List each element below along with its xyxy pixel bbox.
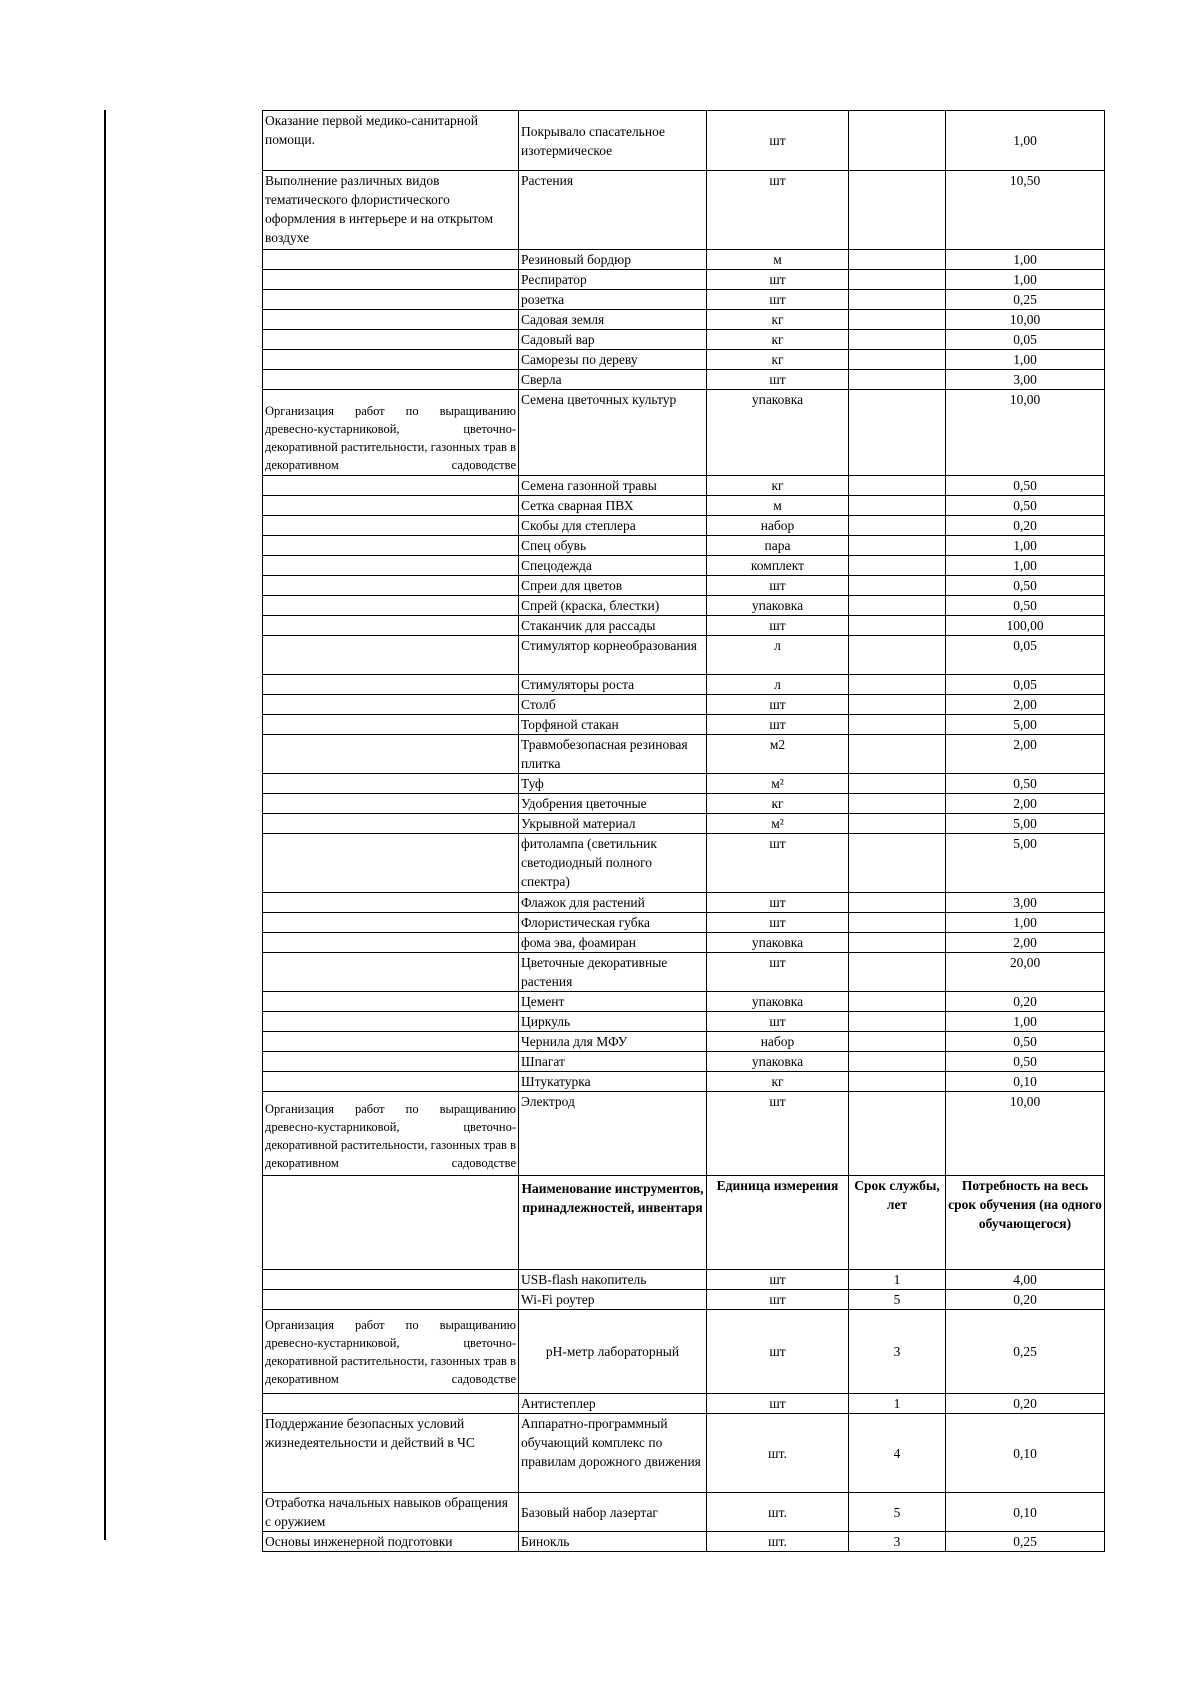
item-name-cell: Садовая земля: [519, 310, 707, 330]
activity-cell: Организация работ по выращиванию древесно-кустарниковой, цветочно-декоративной растительности, газонных трав в декоративном садоводстве: [263, 1310, 519, 1394]
need-cell: 1,00: [946, 111, 1105, 171]
service-life-cell: [849, 893, 946, 913]
activity-cell: [263, 370, 519, 390]
table-row: [263, 370, 1105, 390]
unit-cell: шт: [707, 111, 849, 171]
service-life-cell: [849, 774, 946, 794]
need-cell: 0,10: [946, 1072, 1105, 1092]
table-row: [263, 794, 1105, 814]
item-name-cell: Wi-Fi роутер: [519, 1290, 707, 1310]
activity-cell: [263, 556, 519, 576]
service-life-cell: [849, 1052, 946, 1072]
service-life-cell: [849, 675, 946, 695]
tools-header-row: [263, 1176, 1105, 1270]
service-life-cell: [849, 933, 946, 953]
activity-cell: Организация работ по выращиванию древесно-кустарниковой, цветочно-декоративной растительности, газонных трав в декоративном садоводстве: [263, 1092, 519, 1176]
unit-cell: упаковка: [707, 390, 849, 476]
unit-cell: набор: [707, 1032, 849, 1052]
activity-cell: [263, 715, 519, 735]
unit-cell: шт: [707, 616, 849, 636]
unit-cell: м: [707, 250, 849, 270]
activity-cell: [263, 992, 519, 1012]
unit-cell: шт.: [707, 1414, 849, 1493]
item-name-cell: фитолампа (светильник светодиодный полного спектра): [519, 834, 707, 893]
item-name-cell: Торфяной стакан: [519, 715, 707, 735]
service-life-cell: [849, 1012, 946, 1032]
item-name-cell: Циркуль: [519, 1012, 707, 1032]
unit-cell: кг: [707, 310, 849, 330]
item-name-cell: Скобы для степлера: [519, 516, 707, 536]
unit-cell: шт: [707, 913, 849, 933]
need-cell: 0,25: [946, 1310, 1105, 1394]
item-name-cell: Бинокль: [519, 1532, 707, 1552]
service-life-cell: [849, 636, 946, 675]
item-name-cell: Антистеплер: [519, 1394, 707, 1414]
need-cell: 10,50: [946, 171, 1105, 250]
need-cell: 0,10: [946, 1414, 1105, 1493]
service-life-cell: [849, 913, 946, 933]
activity-cell: Выполнение различных видов тематического флористического оформления в интерьере и на открытом воздухе: [263, 171, 519, 250]
service-life-cell: [849, 794, 946, 814]
need-cell: 0,25: [946, 290, 1105, 310]
service-life-cell: [849, 390, 946, 476]
table-row: [263, 1092, 1105, 1176]
service-life-cell: [849, 250, 946, 270]
need-cell: 4,00: [946, 1270, 1105, 1290]
activity-cell: [263, 290, 519, 310]
activity-cell: [263, 596, 519, 616]
table-row: [263, 476, 1105, 496]
need-cell: 10,00: [946, 390, 1105, 476]
item-name-cell: pH-метр лабораторный: [519, 1310, 707, 1394]
table-row: [263, 330, 1105, 350]
item-name-cell: Аппаратно-программный обучающий комплекс по правилам дорожного движения: [519, 1414, 707, 1493]
activity-cell: [263, 913, 519, 933]
requirements-table-wrapper: [262, 110, 1102, 1552]
service-life-cell: [849, 171, 946, 250]
activity-cell: [263, 476, 519, 496]
unit-cell: л: [707, 675, 849, 695]
unit-cell: м²: [707, 774, 849, 794]
item-name-cell: Спреи для цветов: [519, 576, 707, 596]
left-margin-line: [104, 110, 106, 1540]
unit-cell: набор: [707, 516, 849, 536]
unit-cell: кг: [707, 1072, 849, 1092]
unit-cell: кг: [707, 350, 849, 370]
unit-cell: шт: [707, 370, 849, 390]
need-cell: 10,00: [946, 310, 1105, 330]
service-life-cell: [849, 953, 946, 992]
item-name-cell: USB-flash накопитель: [519, 1270, 707, 1290]
need-cell: 5,00: [946, 814, 1105, 834]
service-life-cell: [849, 111, 946, 171]
need-cell: 2,00: [946, 735, 1105, 774]
unit-cell: шт: [707, 893, 849, 913]
table-row: [263, 834, 1105, 893]
activity-cell: Поддержание безопасных условий жизнедеятельности и действий в ЧС: [263, 1414, 519, 1493]
need-cell: 0,05: [946, 636, 1105, 675]
need-cell: 5,00: [946, 715, 1105, 735]
service-life-cell: [849, 476, 946, 496]
item-name-cell: Штукатурка: [519, 1072, 707, 1092]
service-life-cell: [849, 814, 946, 834]
activity-cell: [263, 695, 519, 715]
need-cell: 0,50: [946, 596, 1105, 616]
need-cell: 3,00: [946, 893, 1105, 913]
table-row: [263, 1052, 1105, 1072]
item-name-cell: Травмобезопасная резиновая плитка: [519, 735, 707, 774]
item-name-cell: розетка: [519, 290, 707, 310]
item-name-cell: Сверла: [519, 370, 707, 390]
activity-cell: [263, 1270, 519, 1290]
unit-cell: л: [707, 636, 849, 675]
item-name-cell: Спрей (краска, блестки): [519, 596, 707, 616]
activity-cell: [263, 536, 519, 556]
table-row: [263, 111, 1105, 171]
table-row: [263, 933, 1105, 953]
need-cell: 1,00: [946, 556, 1105, 576]
unit-cell: пара: [707, 536, 849, 556]
service-life-cell: [849, 576, 946, 596]
service-life-cell: [849, 992, 946, 1012]
table-row: [263, 893, 1105, 913]
activity-cell: [263, 735, 519, 774]
table-row: [263, 310, 1105, 330]
service-life-cell: 5: [849, 1290, 946, 1310]
activity-cell: Основы инженерной подготовки: [263, 1532, 519, 1552]
table-row: [263, 1532, 1105, 1552]
service-life-cell: [849, 1092, 946, 1176]
activity-cell: [263, 310, 519, 330]
service-life-cell: [849, 516, 946, 536]
service-life-cell: [849, 834, 946, 893]
unit-cell: шт.: [707, 1493, 849, 1532]
need-cell: 1,00: [946, 250, 1105, 270]
unit-cell: шт: [707, 1290, 849, 1310]
activity-cell: [263, 1012, 519, 1032]
unit-cell: упаковка: [707, 1052, 849, 1072]
service-life-cell: 1: [849, 1270, 946, 1290]
header-unit-cell: Единица измерения: [707, 1176, 849, 1270]
item-name-cell: Флажок для растений: [519, 893, 707, 913]
table-row: [263, 1072, 1105, 1092]
service-life-cell: [849, 290, 946, 310]
table-row: [263, 715, 1105, 735]
unit-cell: упаковка: [707, 992, 849, 1012]
need-cell: 0,20: [946, 1394, 1105, 1414]
unit-cell: шт: [707, 834, 849, 893]
need-cell: 20,00: [946, 953, 1105, 992]
table-row: [263, 913, 1105, 933]
need-cell: 0,20: [946, 1290, 1105, 1310]
item-name-cell: Спецодежда: [519, 556, 707, 576]
requirements-table: [262, 110, 1105, 1552]
activity-cell: [263, 774, 519, 794]
unit-cell: шт.: [707, 1532, 849, 1552]
unit-cell: шт: [707, 270, 849, 290]
unit-cell: м2: [707, 735, 849, 774]
table-row: [263, 636, 1105, 675]
service-life-cell: 3: [849, 1532, 946, 1552]
header-name-cell: Наименование инструментов, принадлежностей, инвентаря: [519, 1176, 707, 1270]
activity-cell: [263, 496, 519, 516]
unit-cell: кг: [707, 794, 849, 814]
service-life-cell: [849, 330, 946, 350]
item-name-cell: Чернила для МФУ: [519, 1032, 707, 1052]
unit-cell: м²: [707, 814, 849, 834]
activity-cell: [263, 516, 519, 536]
activity-cell: [263, 794, 519, 814]
item-name-cell: Спец обувь: [519, 536, 707, 556]
activity-cell: Организация работ по выращиванию древесно-кустарниковой, цветочно-декоративной растительности, газонных трав в декоративном садоводстве: [263, 390, 519, 476]
item-name-cell: Цемент: [519, 992, 707, 1012]
need-cell: 10,00: [946, 1092, 1105, 1176]
table-row: [263, 1270, 1105, 1290]
service-life-cell: [849, 735, 946, 774]
item-name-cell: Стимуляторы роста: [519, 675, 707, 695]
table-row: [263, 1032, 1105, 1052]
table-row: [263, 953, 1105, 992]
service-life-cell: 3: [849, 1310, 946, 1394]
need-cell: 2,00: [946, 794, 1105, 814]
need-cell: 0,05: [946, 330, 1105, 350]
service-life-cell: [849, 1032, 946, 1052]
activity-cell: [263, 250, 519, 270]
need-cell: 0,25: [946, 1532, 1105, 1552]
service-life-cell: [849, 715, 946, 735]
item-name-cell: Укрывной материал: [519, 814, 707, 834]
activity-cell: [263, 953, 519, 992]
unit-cell: шт: [707, 1310, 849, 1394]
item-name-cell: Семена цветочных культур: [519, 390, 707, 476]
activity-cell: [263, 616, 519, 636]
item-name-cell: Столб: [519, 695, 707, 715]
table-row: [263, 1310, 1105, 1394]
need-cell: 0,50: [946, 1032, 1105, 1052]
unit-cell: шт: [707, 953, 849, 992]
header-need-cell: Потребность на весь срок обучения (на одного обучающегося): [946, 1176, 1105, 1270]
activity-cell: [263, 933, 519, 953]
need-cell: 1,00: [946, 270, 1105, 290]
need-cell: 0,50: [946, 476, 1105, 496]
activity-cell: [263, 350, 519, 370]
unit-cell: шт: [707, 290, 849, 310]
table-row: [263, 536, 1105, 556]
table-row: [263, 516, 1105, 536]
service-life-cell: [849, 350, 946, 370]
unit-cell: шт: [707, 695, 849, 715]
table-row: [263, 675, 1105, 695]
unit-cell: шт: [707, 1092, 849, 1176]
item-name-cell: Электрод: [519, 1092, 707, 1176]
item-name-cell: Шпагат: [519, 1052, 707, 1072]
activity-cell: Отработка начальных навыков обращения с оружием: [263, 1493, 519, 1532]
table-row: [263, 1493, 1105, 1532]
service-life-cell: 5: [849, 1493, 946, 1532]
need-cell: 0,50: [946, 1052, 1105, 1072]
table-row: [263, 1414, 1105, 1493]
need-cell: 0,20: [946, 992, 1105, 1012]
service-life-cell: [849, 536, 946, 556]
table-row: [263, 735, 1105, 774]
need-cell: 1,00: [946, 1012, 1105, 1032]
item-name-cell: Туф: [519, 774, 707, 794]
table-row: [263, 1394, 1105, 1414]
item-name-cell: Цветочные декоративные растения: [519, 953, 707, 992]
need-cell: 0,50: [946, 576, 1105, 596]
table-row: [263, 1290, 1105, 1310]
item-name-cell: фома эва, фоамиран: [519, 933, 707, 953]
service-life-cell: [849, 310, 946, 330]
need-cell: 0,20: [946, 516, 1105, 536]
activity-cell: [263, 1394, 519, 1414]
activity-cell: [263, 814, 519, 834]
item-name-cell: Респиратор: [519, 270, 707, 290]
table-row: [263, 270, 1105, 290]
need-cell: 100,00: [946, 616, 1105, 636]
item-name-cell: Садовый вар: [519, 330, 707, 350]
table-row: [263, 250, 1105, 270]
service-life-cell: [849, 1072, 946, 1092]
header-life-cell: Срок службы, лет: [849, 1176, 946, 1270]
need-cell: 1,00: [946, 913, 1105, 933]
need-cell: 0,50: [946, 496, 1105, 516]
table-row: [263, 496, 1105, 516]
activity-cell: [263, 893, 519, 913]
unit-cell: шт: [707, 171, 849, 250]
item-name-cell: Сетка сварная ПВХ: [519, 496, 707, 516]
item-name-cell: Флористическая губка: [519, 913, 707, 933]
activity-cell: Оказание первой медико-санитарной помощи.: [263, 111, 519, 171]
activity-cell: [263, 576, 519, 596]
service-life-cell: [849, 496, 946, 516]
table-row: [263, 695, 1105, 715]
need-cell: 3,00: [946, 370, 1105, 390]
activity-cell: [263, 834, 519, 893]
activity-cell: [263, 1290, 519, 1310]
item-name-cell: Растения: [519, 171, 707, 250]
activity-cell: [263, 330, 519, 350]
activity-cell: [263, 636, 519, 675]
table-row: [263, 774, 1105, 794]
activity-cell: [263, 1052, 519, 1072]
need-cell: 2,00: [946, 933, 1105, 953]
table-row: [263, 616, 1105, 636]
table-row: [263, 992, 1105, 1012]
item-name-cell: Саморезы по дереву: [519, 350, 707, 370]
table-row: [263, 350, 1105, 370]
header-activity-cell: [263, 1176, 519, 1270]
table-row: [263, 576, 1105, 596]
table-row: [263, 390, 1105, 476]
unit-cell: шт: [707, 1270, 849, 1290]
item-name-cell: Стимулятор корнеобразования: [519, 636, 707, 675]
service-life-cell: [849, 556, 946, 576]
unit-cell: шт: [707, 1394, 849, 1414]
service-life-cell: 1: [849, 1394, 946, 1414]
activity-cell: [263, 270, 519, 290]
unit-cell: кг: [707, 476, 849, 496]
need-cell: 0,05: [946, 675, 1105, 695]
activity-cell: [263, 1032, 519, 1052]
unit-cell: кг: [707, 330, 849, 350]
table-row: [263, 290, 1105, 310]
table-row: [263, 814, 1105, 834]
unit-cell: упаковка: [707, 933, 849, 953]
service-life-cell: [849, 596, 946, 616]
table-row: [263, 1012, 1105, 1032]
service-life-cell: [849, 616, 946, 636]
service-life-cell: [849, 270, 946, 290]
service-life-cell: [849, 695, 946, 715]
need-cell: 0,10: [946, 1493, 1105, 1532]
item-name-cell: Резиновый бордюр: [519, 250, 707, 270]
unit-cell: м: [707, 496, 849, 516]
item-name-cell: Стаканчик для рассады: [519, 616, 707, 636]
need-cell: 5,00: [946, 834, 1105, 893]
item-name-cell: Семена газонной травы: [519, 476, 707, 496]
unit-cell: комплект: [707, 556, 849, 576]
service-life-cell: 4: [849, 1414, 946, 1493]
unit-cell: шт: [707, 715, 849, 735]
unit-cell: шт: [707, 576, 849, 596]
item-name-cell: Удобрения цветочные: [519, 794, 707, 814]
activity-cell: [263, 1072, 519, 1092]
service-life-cell: [849, 370, 946, 390]
table-row: [263, 596, 1105, 616]
need-cell: 1,00: [946, 536, 1105, 556]
table-row: [263, 171, 1105, 250]
need-cell: 2,00: [946, 695, 1105, 715]
unit-cell: упаковка: [707, 596, 849, 616]
activity-cell: [263, 675, 519, 695]
item-name-cell: Покрывало спасательное изотермическое: [519, 111, 707, 171]
item-name-cell: Базовый набор лазертаг: [519, 1493, 707, 1532]
unit-cell: шт: [707, 1012, 849, 1032]
need-cell: 0,50: [946, 774, 1105, 794]
need-cell: 1,00: [946, 350, 1105, 370]
table-row: [263, 556, 1105, 576]
